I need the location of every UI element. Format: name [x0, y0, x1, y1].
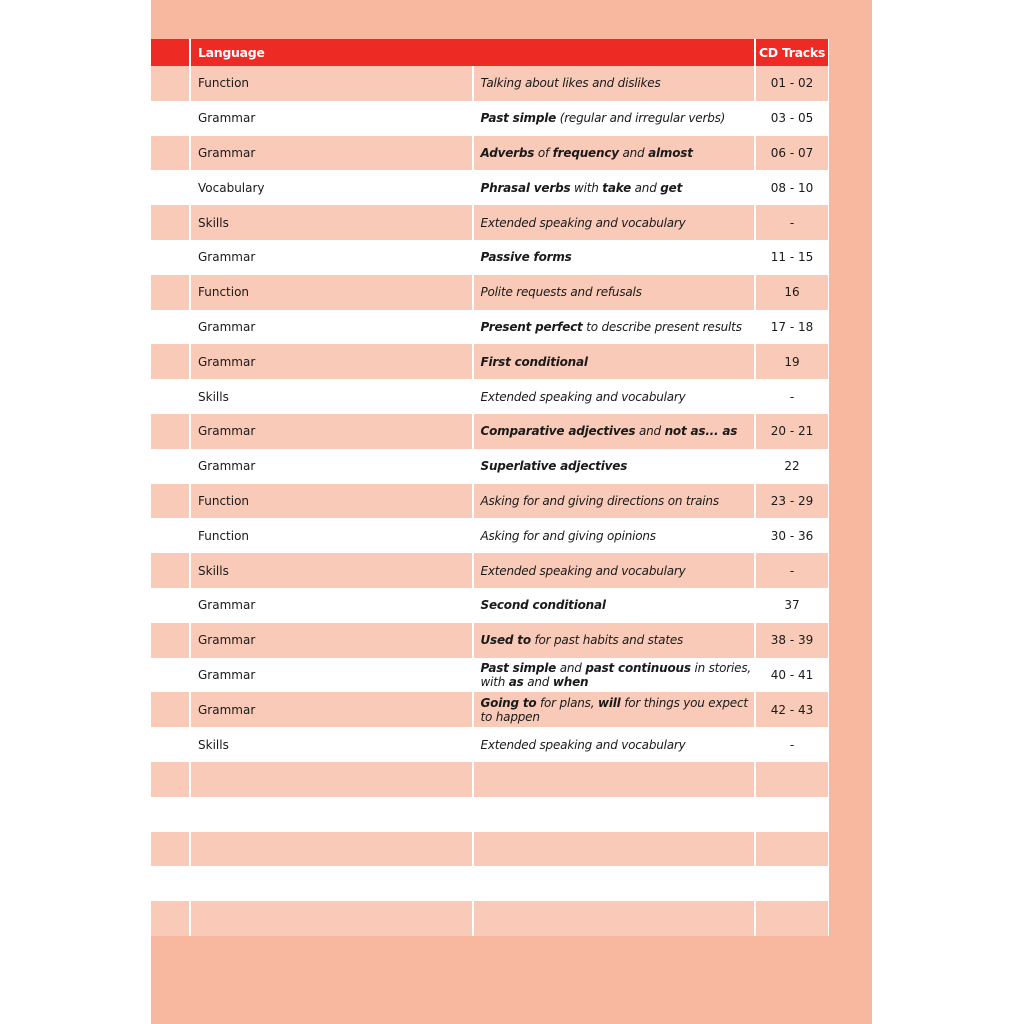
- row-topic: [473, 240, 756, 275]
- row-cd-tracks: -: [755, 553, 829, 588]
- row-cd-tracks: [755, 762, 829, 797]
- row-topic: [473, 136, 756, 171]
- row-blank-cell: [151, 797, 190, 832]
- row-type: Grammar: [198, 250, 256, 265]
- table-row: [151, 623, 829, 658]
- row-type: Grammar: [190, 136, 473, 171]
- table-row: [151, 379, 829, 414]
- row-cd-tracks: 01 - 02: [755, 66, 829, 101]
- row-cd-tracks: 22: [784, 459, 800, 474]
- topic-keyword: Past simple: [480, 111, 557, 126]
- row-blank-cell: [151, 832, 190, 867]
- row-type: [190, 866, 473, 901]
- row-cd-tracks: 42 - 43: [755, 692, 829, 727]
- topic-keyword: Comparative adjectives: [480, 424, 636, 439]
- row-blank-cell: [151, 170, 190, 205]
- table-row: [151, 832, 829, 867]
- topic-keyword: Going to: [480, 695, 537, 710]
- row-topic: [473, 484, 756, 519]
- topic-text: with: [570, 180, 603, 195]
- topic-text: for past habits and states: [530, 633, 684, 648]
- row-topic: [473, 414, 756, 449]
- row-type: [190, 832, 473, 867]
- row-blank-cell: [151, 344, 190, 379]
- table-body: [151, 66, 829, 936]
- row-type: Skills: [198, 737, 229, 752]
- header-blank-cell: [151, 39, 190, 66]
- row-cd-tracks: 19: [755, 344, 829, 379]
- topic-text: and: [631, 180, 661, 195]
- topic-text: Polite requests and refusals: [480, 285, 642, 300]
- row-blank-cell: [151, 310, 190, 345]
- row-type: Skills: [190, 205, 473, 240]
- topic-text: and: [635, 424, 665, 439]
- row-type: [190, 901, 473, 936]
- topic-text: in stories, with: [480, 660, 752, 689]
- topic-text: Extended speaking and vocabulary: [480, 737, 686, 752]
- row-topic: [473, 310, 756, 345]
- topic-text: Extended speaking and vocabulary: [480, 215, 686, 230]
- table-row: [151, 692, 829, 727]
- topic-keyword: Superlative adjectives: [480, 459, 628, 474]
- row-topic: [473, 692, 756, 727]
- table-row: [151, 240, 829, 275]
- row-topic: [473, 344, 756, 379]
- topic-keyword: almost: [648, 145, 693, 160]
- row-type: Grammar: [198, 111, 256, 126]
- row-cd-tracks: -: [789, 737, 795, 752]
- table-row: [151, 797, 829, 832]
- topic-keyword: Past simple: [480, 660, 557, 675]
- row-type: [190, 762, 473, 797]
- topic-keyword: past continuous: [585, 660, 691, 675]
- row-type: Vocabulary: [198, 180, 265, 195]
- topic-text: for plans,: [536, 695, 598, 710]
- row-topic: [473, 66, 756, 101]
- row-blank-cell: [151, 275, 190, 310]
- row-cd-tracks: 16: [755, 275, 829, 310]
- topic-text: to describe present results: [582, 319, 742, 334]
- row-blank-cell: [151, 101, 190, 136]
- row-topic: [473, 553, 756, 588]
- row-topic: [473, 101, 756, 136]
- row-type: Grammar: [190, 623, 473, 658]
- row-type: Function: [190, 66, 473, 101]
- table-row: [151, 205, 829, 240]
- row-cd-tracks: 17 - 18: [770, 319, 814, 334]
- row-topic: [473, 588, 756, 623]
- row-blank-cell: [151, 553, 190, 588]
- table-row: [151, 344, 829, 379]
- row-type: Skills: [190, 553, 473, 588]
- table-row: [151, 66, 829, 101]
- table-row: [151, 658, 829, 693]
- row-topic: [473, 762, 756, 797]
- row-blank-cell: [151, 762, 190, 797]
- row-cd-tracks: 06 - 07: [755, 136, 829, 171]
- row-type: Grammar: [190, 414, 473, 449]
- row-cd-tracks: [755, 901, 829, 936]
- row-blank-cell: [151, 658, 190, 693]
- row-blank-cell: [151, 484, 190, 519]
- table-row: [151, 136, 829, 171]
- topic-text: Asking for and giving directions on trains: [480, 493, 719, 508]
- row-cd-tracks: -: [755, 205, 829, 240]
- row-topic: [473, 379, 756, 414]
- topic-keyword: Adverbs: [480, 145, 535, 160]
- row-topic: [473, 518, 756, 553]
- header-language: Language: [190, 39, 755, 66]
- row-blank-cell: [151, 414, 190, 449]
- topic-text: for things you expect to happen: [480, 695, 748, 724]
- table-row: [151, 484, 829, 519]
- row-topic: [473, 866, 756, 901]
- topic-keyword: as: [508, 674, 524, 689]
- row-type: Grammar: [198, 598, 256, 613]
- row-cd-tracks: 08 - 10: [770, 180, 814, 195]
- row-topic: [473, 658, 756, 693]
- row-blank-cell: [151, 727, 190, 762]
- topic-keyword: take: [602, 180, 632, 195]
- topic-text: Extended speaking and vocabulary: [480, 563, 686, 578]
- table-row: [151, 762, 829, 797]
- row-blank-cell: [151, 692, 190, 727]
- table-row: [151, 170, 829, 205]
- row-cd-tracks: 37: [784, 598, 800, 613]
- topic-text: Asking for and giving opinions: [480, 528, 656, 543]
- table-row: [151, 901, 829, 936]
- row-cd-tracks: 30 - 36: [770, 528, 814, 543]
- topic-keyword: Phrasal verbs: [480, 180, 571, 195]
- row-type: Grammar: [190, 344, 473, 379]
- row-topic: [473, 623, 756, 658]
- row-blank-cell: [151, 136, 190, 171]
- row-topic: [473, 901, 756, 936]
- row-topic: [473, 449, 756, 484]
- table-row: [151, 414, 829, 449]
- table-row: [151, 866, 829, 901]
- topic-keyword: First conditional: [480, 354, 588, 369]
- row-blank-cell: [151, 66, 190, 101]
- row-topic: [473, 727, 756, 762]
- row-blank-cell: [151, 901, 190, 936]
- topic-keyword: get: [660, 180, 683, 195]
- row-blank-cell: [151, 588, 190, 623]
- topic-text: and: [556, 660, 586, 675]
- table-header-row: [151, 39, 829, 66]
- row-cd-tracks: [755, 797, 829, 832]
- table-row: [151, 449, 829, 484]
- topic-keyword: Used to: [480, 633, 531, 648]
- row-cd-tracks: -: [789, 389, 795, 404]
- row-blank-cell: [151, 866, 190, 901]
- topic-text: and: [618, 145, 649, 160]
- topic-keyword: Passive forms: [480, 250, 572, 265]
- row-cd-tracks: 40 - 41: [770, 667, 814, 682]
- row-blank-cell: [151, 518, 190, 553]
- row-type: [190, 797, 473, 832]
- row-blank-cell: [151, 449, 190, 484]
- topic-keyword: frequency: [552, 145, 619, 160]
- topic-keyword: Present perfect: [480, 319, 583, 334]
- row-topic: [473, 832, 756, 867]
- row-type: Grammar: [190, 692, 473, 727]
- topic-keyword: not as... as: [664, 424, 738, 439]
- row-type: Function: [190, 484, 473, 519]
- row-blank-cell: [151, 379, 190, 414]
- row-cd-tracks: 03 - 05: [770, 111, 814, 126]
- table-row: [151, 518, 829, 553]
- row-cd-tracks: 20 - 21: [755, 414, 829, 449]
- row-cd-tracks: [755, 832, 829, 867]
- topic-text: and: [523, 674, 553, 689]
- topic-keyword: Second conditional: [480, 598, 606, 613]
- row-cd-tracks: [755, 866, 829, 901]
- table-row: [151, 310, 829, 345]
- table-row: [151, 275, 829, 310]
- row-type: Function: [190, 275, 473, 310]
- header-cd-tracks: CD Tracks: [755, 39, 829, 66]
- row-type: Grammar: [198, 667, 256, 682]
- row-type: Skills: [198, 389, 229, 404]
- table-row: [151, 588, 829, 623]
- topic-keyword: will: [597, 695, 621, 710]
- row-type: Grammar: [198, 319, 256, 334]
- row-cd-tracks: 38 - 39: [755, 623, 829, 658]
- row-blank-cell: [151, 205, 190, 240]
- row-type: Grammar: [198, 459, 256, 474]
- row-topic: [473, 170, 756, 205]
- topic-text: (regular and irregular verbs): [556, 111, 726, 126]
- table-row: [151, 553, 829, 588]
- table-row: [151, 101, 829, 136]
- row-topic: [473, 205, 756, 240]
- row-blank-cell: [151, 623, 190, 658]
- table-row: [151, 727, 829, 762]
- row-blank-cell: [151, 240, 190, 275]
- contents-table: [151, 39, 829, 936]
- row-topic: [473, 275, 756, 310]
- topic-text: Extended speaking and vocabulary: [480, 389, 686, 404]
- topic-text: of: [534, 145, 553, 160]
- row-cd-tracks: 11 - 15: [770, 250, 814, 265]
- row-type: Function: [198, 528, 250, 543]
- row-cd-tracks: 23 - 29: [755, 484, 829, 519]
- row-topic: [473, 797, 756, 832]
- topic-text: Talking about likes and dislikes: [480, 76, 661, 91]
- topic-keyword: when: [552, 674, 589, 689]
